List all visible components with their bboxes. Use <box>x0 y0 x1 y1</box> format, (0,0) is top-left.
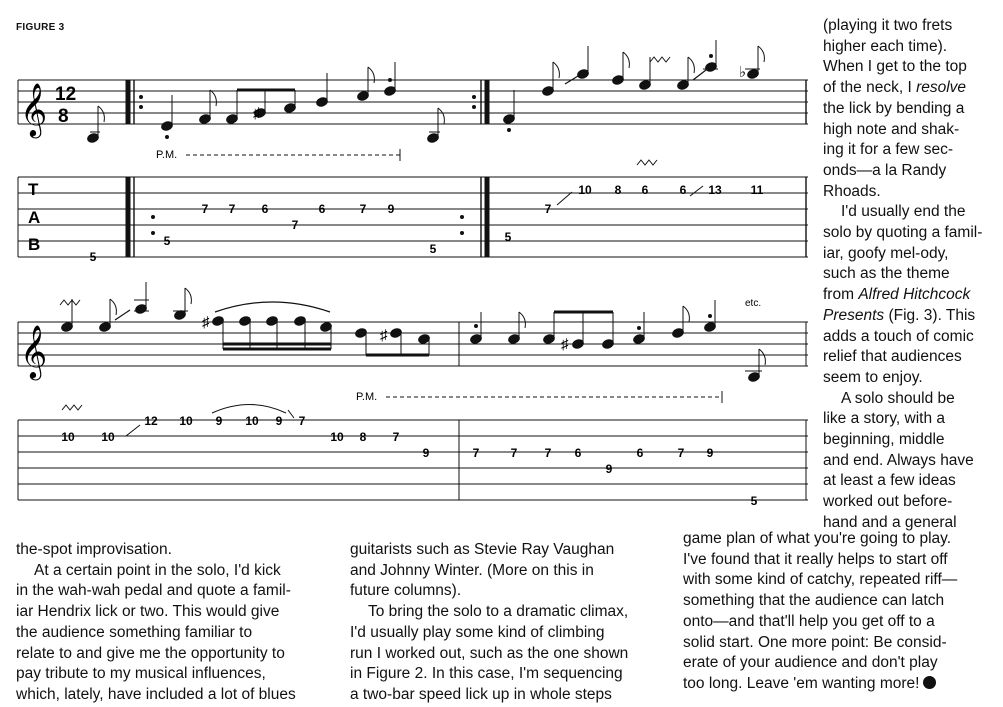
right-column-text <box>823 16 993 534</box>
svg-text:5: 5 <box>429 242 437 256</box>
svg-text:6: 6 <box>261 202 269 216</box>
svg-text:7: 7 <box>392 430 400 444</box>
svg-text:7: 7 <box>298 414 306 428</box>
end-bullet-icon <box>923 676 936 689</box>
column-3: game plan of what you're going to play. I've found that it really helps to start off with some kind of catchy, repeated riff— something that the audience can latch onto—and that'll help you get off to a solid start. One more point: Be consid- erate of your audience and don't play too long. Leave 'em wanting more! <box>683 530 958 692</box>
svg-text:7: 7 <box>544 202 552 216</box>
tab-clef <box>28 180 40 254</box>
svg-text:6: 6 <box>636 446 644 460</box>
sharp-icon-4: ♯ <box>561 336 569 353</box>
svg-text:7: 7 <box>228 202 236 216</box>
svg-text:7: 7 <box>677 446 685 460</box>
vibrato-icon <box>650 57 670 62</box>
svg-text:8: 8 <box>359 430 367 444</box>
notes-system-2 <box>60 282 765 383</box>
svg-text:9: 9 <box>387 202 395 216</box>
svg-text:5: 5 <box>163 234 171 248</box>
staff-1 <box>18 80 808 124</box>
svg-text:11: 11 <box>750 183 764 197</box>
svg-text:6: 6 <box>679 183 687 197</box>
svg-text:7: 7 <box>472 446 480 460</box>
notes-system-1 <box>86 40 764 144</box>
svg-text:7: 7 <box>544 446 552 460</box>
time-sig-top: 12 <box>55 84 77 105</box>
svg-text:10: 10 <box>101 430 115 444</box>
tab-staff-1 <box>18 177 808 257</box>
slur <box>215 302 330 312</box>
svg-text:B: B <box>28 235 41 254</box>
svg-text:10: 10 <box>179 414 193 428</box>
svg-text:9: 9 <box>706 446 714 460</box>
svg-text:T: T <box>28 180 39 199</box>
column-1: the-spot improvisation. At a certain point in the solo, I'd kick in the wah-wah pedal and quote a famil- iar Hendrix lick or two. This would give the audience something familiar to relate to and give me the opportunity to pay tribute to my musical influences, which, lately, have included a lot of blues <box>16 541 296 703</box>
paragraph-1: (playing it two frets higher each time). When I get to the top of the neck, I resolve the lick by bending a high note and shak- ing it for a few sec- onds—a la Randy Rhoads. <box>823 17 967 200</box>
staff-2 <box>18 322 808 366</box>
paragraph-2: I'd usually end the solo by quoting a famil- iar, goofy mel-ody, such as the theme from Alfred Hitchcock Presents (Fig. 3). This adds a touch of comic relief that audiences seem to enjoy. <box>823 203 983 386</box>
sharp-icon-3: ♯ <box>380 327 388 344</box>
svg-text:10: 10 <box>330 430 344 444</box>
paragraph-3: A solo should be like a story, with a beginning, middle and end. Always have at least a few ideas worked out before- hand and a general <box>823 389 974 531</box>
svg-text:7: 7 <box>291 218 299 232</box>
svg-text:9: 9 <box>422 446 430 460</box>
vibrato-icon-2 <box>60 300 80 305</box>
svg-text:A: A <box>28 208 41 227</box>
treble-clef-icon: 𝄞 <box>20 83 48 135</box>
etc-label: etc. <box>745 298 762 309</box>
palm-mute-label: P.M. <box>156 149 178 161</box>
tab-numbers-2 <box>61 414 757 508</box>
svg-text:12: 12 <box>144 414 158 428</box>
svg-text:6: 6 <box>318 202 326 216</box>
tab-staff-2 <box>18 420 808 500</box>
tab-numbers-1 <box>90 183 764 264</box>
treble-clef-icon-2: 𝄞 <box>20 325 48 377</box>
svg-text:10: 10 <box>578 183 592 197</box>
sharp-icon: ♯ <box>253 105 261 122</box>
svg-text:9: 9 <box>275 414 283 428</box>
palm-mute-label-2: P.M. <box>356 391 378 403</box>
column-2: guitarists such as Stevie Ray Vaughan and Johnny Winter. (More on this in future columns). To bring the solo to a dramatic climax, I'd usually play some kind of climbing run I worked out, such as the one shown in Figure 2. In this case, I'm sequencing a two-bar speed lick up in whole steps <box>350 541 629 703</box>
time-sig-bottom: 8 <box>58 106 69 127</box>
svg-text:7: 7 <box>510 446 518 460</box>
figure-label: FIGURE 3 <box>16 22 65 33</box>
flat-icon: ♭ <box>739 64 747 81</box>
svg-text:10: 10 <box>61 430 75 444</box>
svg-text:6: 6 <box>574 446 582 460</box>
svg-text:5: 5 <box>750 494 758 508</box>
svg-text:9: 9 <box>605 462 613 476</box>
sharp-icon-2: ♯ <box>202 314 210 331</box>
svg-text:5: 5 <box>504 230 512 244</box>
svg-text:7: 7 <box>201 202 209 216</box>
svg-text:7: 7 <box>359 202 367 216</box>
svg-text:5: 5 <box>89 250 97 264</box>
svg-text:8: 8 <box>614 183 622 197</box>
svg-text:6: 6 <box>641 183 649 197</box>
svg-text:9: 9 <box>215 414 223 428</box>
svg-text:13: 13 <box>708 183 722 197</box>
svg-text:10: 10 <box>245 414 259 428</box>
